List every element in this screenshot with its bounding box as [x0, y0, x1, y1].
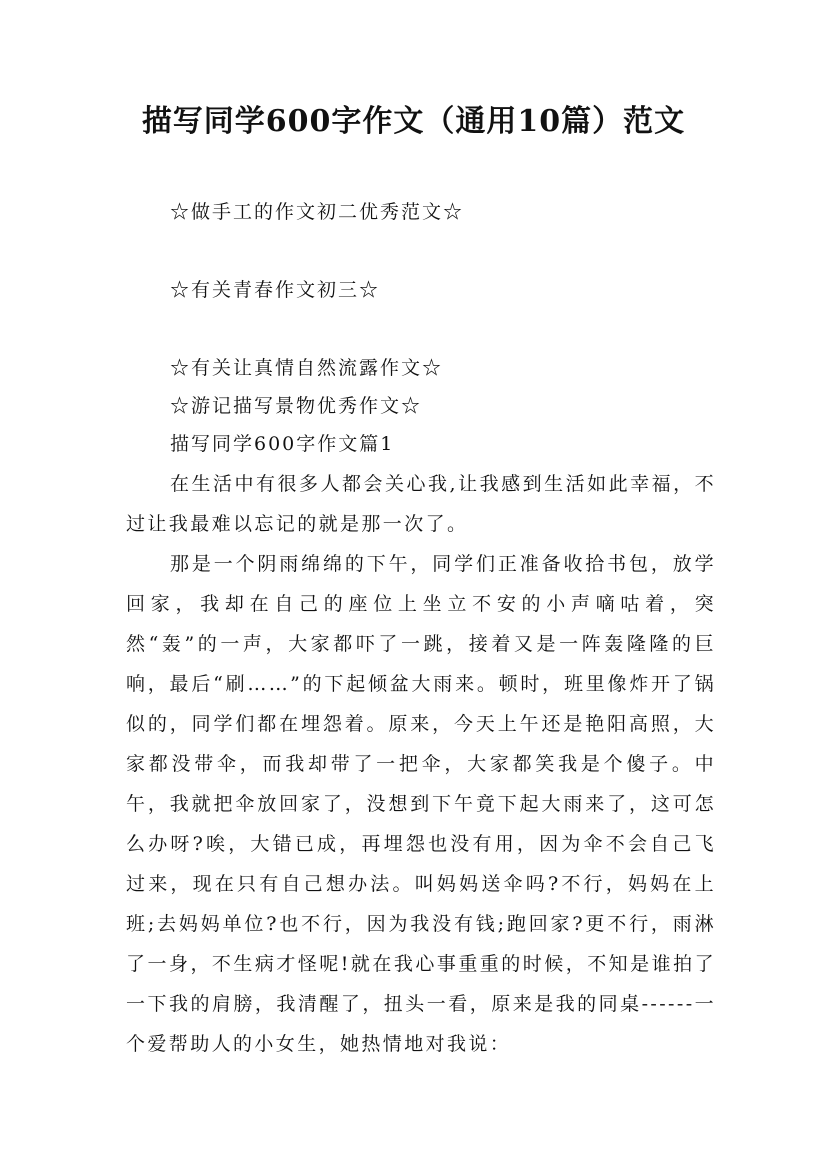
- section-heading: 描写同学600字作文篇1: [170, 433, 395, 455]
- related-link-1[interactable]: ☆做手工的作文初二优秀范文☆: [170, 201, 465, 223]
- related-link-4[interactable]: ☆游记描写景物优秀作文☆: [170, 395, 423, 417]
- paragraph-1: 在生活中有很多人都会关心我,让我感到生活如此幸福，不过让我最难以忘记的就是那一次了。: [126, 473, 716, 535]
- paragraph-2: 那是一个阴雨绵绵的下午，同学们正准备收拾书包，放学回家，我却在自己的座位上坐立不安的小声嘀咕着，突然“轰”的一声，大家都吓了一跳，接着又是一阵轰隆隆的巨响，最后“刷……”的下起倾盆大雨来。顿时，班里像炸开了锅似的，同学们都在埋怨着。原来，今天上午还是艳阳高照，大家都没带伞，而我却带了一把伞，大家都笑我是个傻子。中午，我就把伞放回家了，没想到下午竟下起大雨来了，这可怎么办呀?唉，大错已成，再埋怨也没有用，因为伞不会自己飞过来，现在只有自己想办法。叫妈妈送伞吗?不行，妈妈在上班;去妈妈单位?也不行，因为我没有钱;跑回家?更不行，雨淋了一身，不生病才怪呢!就在我心事重重的时候，不知是谁拍了一下我的肩膀，我清醒了，扭头一看，原来是我的同桌------一个爱帮助人的小女生，她热情地对我说：: [126, 553, 716, 1055]
- document-title: 描写同学600字作文（通用10篇）范文: [141, 104, 686, 139]
- related-link-3[interactable]: ☆有关让真情自然流露作文☆: [170, 357, 444, 379]
- related-link-2[interactable]: ☆有关青春作文初三☆: [170, 279, 381, 301]
